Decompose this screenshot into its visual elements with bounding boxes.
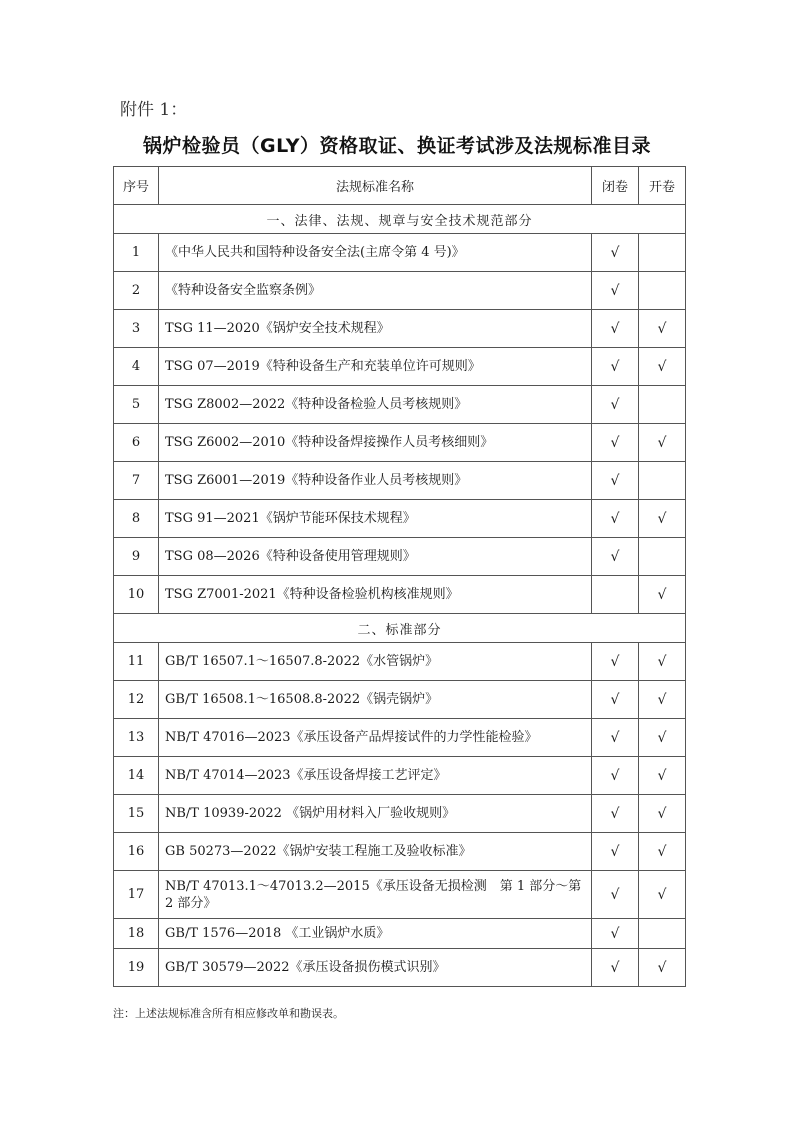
- table-row: [114, 949, 686, 987]
- table-row: [114, 757, 686, 795]
- table-row: [114, 234, 686, 272]
- table-row: [114, 576, 686, 614]
- row-number: 11: [114, 643, 159, 681]
- table-row: [114, 919, 686, 949]
- table-row: [114, 272, 686, 310]
- open-book-check: √: [639, 949, 686, 987]
- open-book-check: [639, 272, 686, 310]
- closed-book-check: [592, 576, 639, 614]
- open-book-check: √: [639, 871, 686, 919]
- closed-book-check: √: [592, 310, 639, 348]
- regulation-name: NB/T 47014—2023《承压设备焊接工艺评定》: [159, 757, 592, 795]
- section-title: 一、法律、法规、规章与安全技术规范部分: [114, 205, 686, 234]
- open-book-check: [639, 234, 686, 272]
- row-number: 19: [114, 949, 159, 987]
- table-row: [114, 386, 686, 424]
- open-book-check: √: [639, 576, 686, 614]
- table-row: [114, 310, 686, 348]
- row-number: 16: [114, 833, 159, 871]
- open-book-check: √: [639, 424, 686, 462]
- row-number: 14: [114, 757, 159, 795]
- open-book-check: [639, 462, 686, 500]
- regulation-name: GB/T 16507.1～16507.8-2022《水管锅炉》: [159, 643, 592, 681]
- open-book-check: √: [639, 833, 686, 871]
- open-book-check: [639, 919, 686, 949]
- closed-book-check: √: [592, 719, 639, 757]
- closed-book-check: √: [592, 871, 639, 919]
- row-number: 5: [114, 386, 159, 424]
- row-number: 4: [114, 348, 159, 386]
- header-closed: 闭卷: [592, 167, 639, 205]
- row-number: 8: [114, 500, 159, 538]
- row-number: 17: [114, 871, 159, 919]
- section-header-laws: [114, 205, 686, 234]
- regulation-name: TSG 07—2019《特种设备生产和充装单位许可规则》: [159, 348, 592, 386]
- open-book-check: [639, 386, 686, 424]
- table-row: [114, 643, 686, 681]
- regulation-name: GB/T 16508.1～16508.8-2022《锅壳锅炉》: [159, 681, 592, 719]
- open-book-check: √: [639, 348, 686, 386]
- closed-book-check: √: [592, 500, 639, 538]
- regulation-name: GB/T 1576—2018 《工业锅炉水质》: [159, 919, 592, 949]
- table-row: [114, 795, 686, 833]
- header-name: 法规标准名称: [159, 167, 592, 205]
- closed-book-check: √: [592, 795, 639, 833]
- regulation-name: TSG Z7001-2021《特种设备检验机构核准规则》: [159, 576, 592, 614]
- closed-book-check: √: [592, 348, 639, 386]
- header-index: 序号: [114, 167, 159, 205]
- open-book-check: √: [639, 500, 686, 538]
- row-number: 6: [114, 424, 159, 462]
- row-number: 18: [114, 919, 159, 949]
- closed-book-check: √: [592, 643, 639, 681]
- row-number: 2: [114, 272, 159, 310]
- closed-book-check: √: [592, 681, 639, 719]
- regulation-name: NB/T 47013.1～47013.2—2015《承压设备无损检测 第 1 部分～第 2 部分》: [159, 871, 592, 919]
- regulation-name: TSG Z6001—2019《特种设备作业人员考核规则》: [159, 462, 592, 500]
- regulation-name: TSG Z8002—2022《特种设备检验人员考核规则》: [159, 386, 592, 424]
- table-row: [114, 348, 686, 386]
- open-book-check: [639, 538, 686, 576]
- table-row: [114, 833, 686, 871]
- row-number: 12: [114, 681, 159, 719]
- regulation-name: GB 50273—2022《锅炉安装工程施工及验收标准》: [159, 833, 592, 871]
- table-row: [114, 719, 686, 757]
- attachment-label: 附件 1：: [120, 100, 188, 120]
- closed-book-check: √: [592, 949, 639, 987]
- table-row: [114, 871, 686, 919]
- regulation-name: NB/T 47016—2023《承压设备产品焊接试件的力学性能检验》: [159, 719, 592, 757]
- closed-book-check: √: [592, 919, 639, 949]
- table-header-row: [114, 167, 686, 205]
- closed-book-check: √: [592, 234, 639, 272]
- closed-book-check: √: [592, 757, 639, 795]
- section-title: 二、标准部分: [114, 614, 686, 643]
- row-number: 3: [114, 310, 159, 348]
- table-row: [114, 500, 686, 538]
- regulation-name: TSG 11—2020《锅炉安全技术规程》: [159, 310, 592, 348]
- regulation-name: GB/T 30579—2022《承压设备损伤模式识别》: [159, 949, 592, 987]
- document-title: 锅炉检验员（GLY）资格取证、换证考试涉及法规标准目录: [142, 135, 651, 157]
- row-number: 9: [114, 538, 159, 576]
- row-number: 15: [114, 795, 159, 833]
- open-book-check: √: [639, 795, 686, 833]
- header-open: 开卷: [639, 167, 686, 205]
- closed-book-check: √: [592, 538, 639, 576]
- table-row: [114, 462, 686, 500]
- open-book-check: √: [639, 643, 686, 681]
- row-number: 7: [114, 462, 159, 500]
- regulation-name: TSG 08—2026《特种设备使用管理规则》: [159, 538, 592, 576]
- regulation-name: 《特种设备安全监察条例》: [159, 272, 592, 310]
- open-book-check: √: [639, 310, 686, 348]
- section-header-standards: [114, 614, 686, 643]
- regulation-name: 《中华人民共和国特种设备安全法(主席令第 4 号)》: [159, 234, 592, 272]
- table-row: [114, 538, 686, 576]
- table-row: [114, 681, 686, 719]
- closed-book-check: √: [592, 833, 639, 871]
- regulation-name: TSG Z6002—2010《特种设备焊接操作人员考核细则》: [159, 424, 592, 462]
- row-number: 10: [114, 576, 159, 614]
- open-book-check: √: [639, 719, 686, 757]
- closed-book-check: √: [592, 272, 639, 310]
- regulation-name: TSG 91—2021《锅炉节能环保技术规程》: [159, 500, 592, 538]
- table-row: [114, 424, 686, 462]
- open-book-check: √: [639, 681, 686, 719]
- regulations-table: [113, 166, 686, 987]
- footnote: 注：上述法规标准含所有相应修改单和勘误表。: [113, 1007, 344, 1020]
- closed-book-check: √: [592, 386, 639, 424]
- row-number: 13: [114, 719, 159, 757]
- row-number: 1: [114, 234, 159, 272]
- open-book-check: √: [639, 757, 686, 795]
- closed-book-check: √: [592, 462, 639, 500]
- regulation-name: NB/T 10939-2022 《锅炉用材料入厂验收规则》: [159, 795, 592, 833]
- closed-book-check: √: [592, 424, 639, 462]
